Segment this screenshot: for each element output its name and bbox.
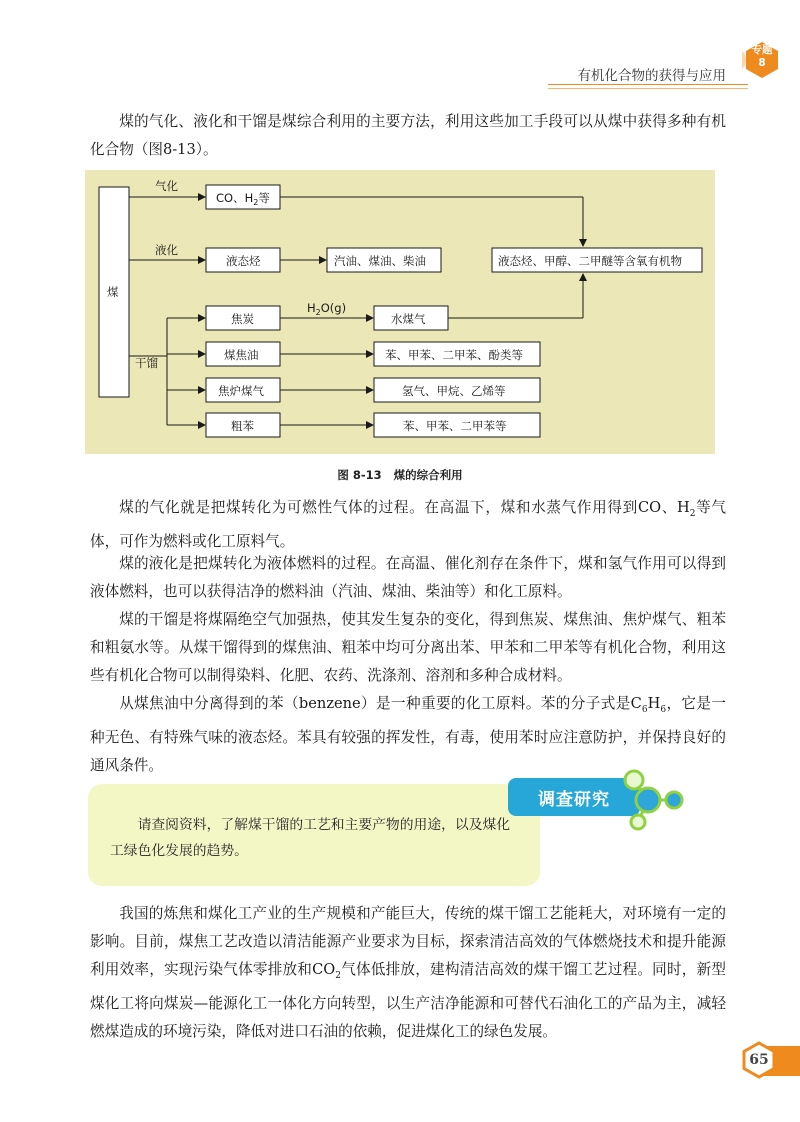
molecule-icon: [612, 766, 692, 836]
label-liquefy: 液化: [155, 243, 178, 257]
caption-text: 煤的综合利用: [393, 468, 463, 482]
header-rule-secondary: [548, 88, 748, 89]
topic-label: [742, 44, 782, 70]
box-oven-gas-label: 焦炉煤气: [218, 384, 264, 398]
page-number: 65: [749, 1052, 769, 1068]
box-coke-label: 焦炭: [231, 312, 254, 326]
box-fuels-label: 汽油、煤油、柴油: [334, 254, 426, 268]
gasification-paragraph: 煤的气化就是把煤转化为可燃性气体的过程。在高温下，煤和水蒸气作用得到CO、$H_2$等气体，可作为燃料或化工原料气。: [90, 499, 726, 550]
box-tar-label: 煤焦油: [224, 348, 259, 362]
figure-caption: [0, 467, 800, 483]
distillation-paragraph: 煤的干馏是将煤隔绝空气加强热，使其发生复杂的变化，得到焦炭、煤焦油、焦炉煤气、粗苯和粗氨水等。从煤干馏得到的煤焦油、粗苯中均可分离出苯、甲苯和二甲苯等有机化合物，利用这些有机化合物可以制得染料、化肥、农药、洗涤剂、溶剂和多种合成材料。: [90, 611, 726, 684]
h2o-condition-label: $H_2O(g)$: [307, 301, 347, 317]
box-tar-products-label: 苯、甲苯、二甲苯、酚类等: [385, 348, 523, 362]
liquefaction-paragraph: 煤的液化是把煤转化为液体燃料的过程。在高温、催化剂存在条件下，煤和氢气作用可以得到液体燃料，也可以获得洁净的燃料油（汽油、煤油、柴油等）和化工原料。: [90, 555, 726, 600]
box-crude-benzene-label: 粗苯: [231, 419, 254, 433]
page-header: [0, 0, 800, 100]
survey-tag-label: 调查研究: [538, 790, 610, 810]
box-liquid-hc-label: 液态烃: [226, 254, 261, 268]
flow-diagram: [85, 170, 715, 454]
caption-number: 图 8-13: [337, 468, 382, 482]
label-coal: 煤: [107, 285, 119, 299]
chapter-title: 有机化合物的获得与应用: [577, 68, 726, 84]
intro-paragraph: 煤的气化、液化和干馏是煤综合利用的主要方法，利用这些加工手段可以从煤中获得多种有机化合物（图8-13）。: [90, 113, 726, 158]
benzene-paragraph: 从煤焦油中分离得到的苯（benzene）是一种重要的化工原料。苯的分子式是$C_6H_6$，它是一种无色、有特殊气味的液态烃。苯具有较强的挥发性，有毒，使用苯时应注意防护，并保持良好的通风条件。: [90, 695, 726, 774]
survey-text: 请查阅资料，了解煤干馏的工艺和主要产物的用途，以及煤化工绿色化发展的趋势。: [110, 817, 511, 859]
label-distill: 干馏: [135, 356, 158, 370]
header-rule: [548, 84, 748, 85]
box-water-gas-label: 水煤气: [391, 312, 426, 326]
coal-utilization-diagram: [85, 170, 715, 454]
topic-label-num: 8: [758, 57, 766, 69]
box-final-label: 液态烃、甲醇、二甲醚等含氧有机物: [498, 254, 682, 268]
box-co-h2-label: CO、$H_2$等: [216, 191, 270, 207]
label-gasify: 气化: [155, 179, 178, 193]
box-benzene-products-label: 苯、甲苯、二甲苯等: [403, 419, 507, 433]
topic-label-top: 专题: [751, 44, 773, 56]
closing-paragraph: 我国的炼焦和煤化工产业的生产规模和产能巨大，传统的煤干馏工艺能耗大，对环境有一定的影响。目前，煤焦工艺改造以清洁能源产业要求为目标，探索清洁高效的气体燃烧技术和提升能源利用效率，实现污染气体零排放和$CO_2$气体低排放，建构清洁高效的煤干馏工艺过程。同时，新型煤化工将向煤炭—能源化工一体化方向转型，以生产洁净能源和可替代石油化工的产品为主，减轻燃煤造成的环境污染，降低对进口石油的依赖，促进煤化工的绿色发展。: [90, 905, 726, 1040]
box-gas-products-label: 氢气、甲烷、乙烯等: [402, 384, 506, 398]
